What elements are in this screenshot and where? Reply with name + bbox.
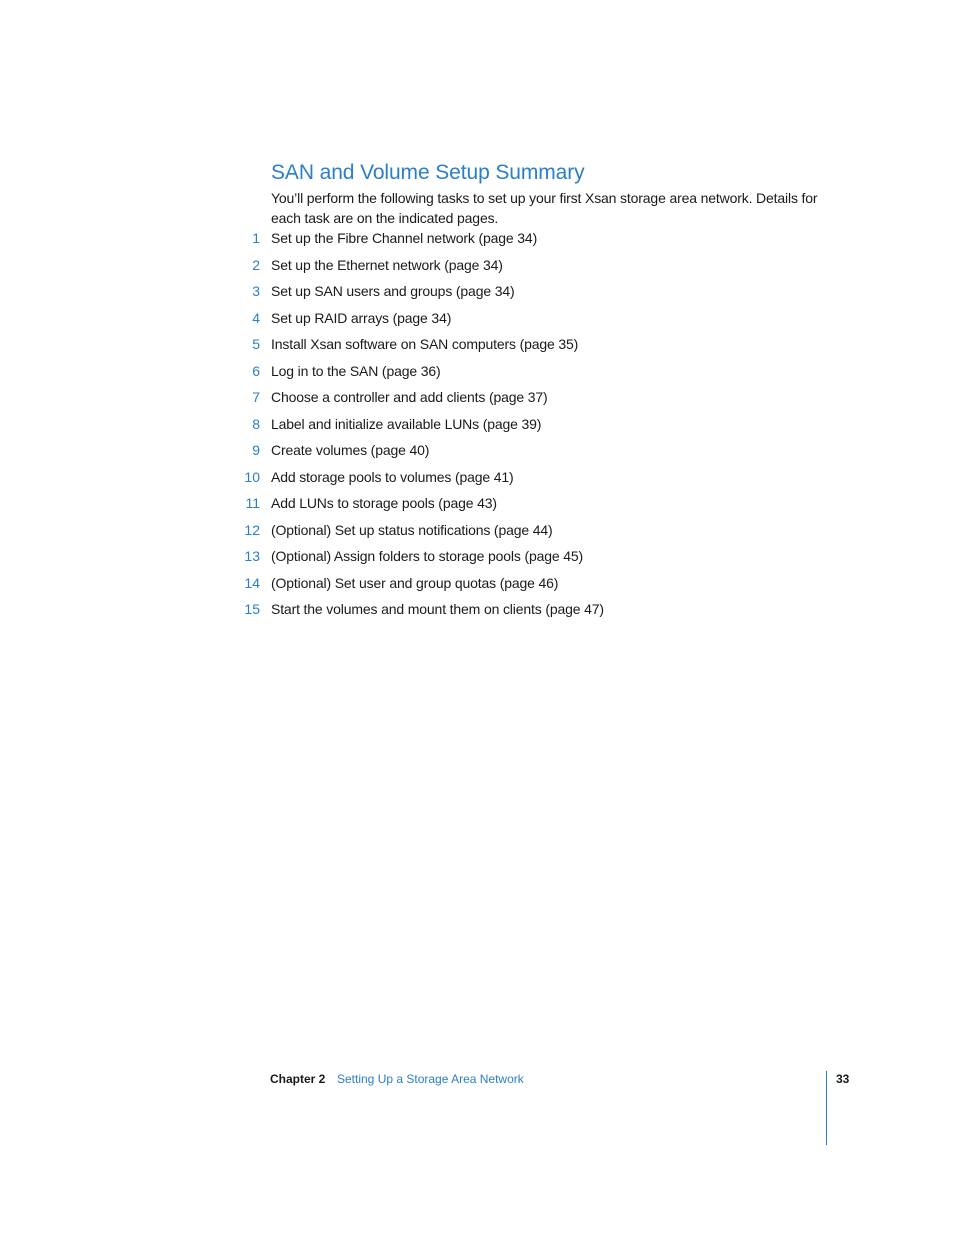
list-item bbox=[0, 599, 954, 626]
step-text: Set up SAN users and groups (page 34) bbox=[271, 283, 515, 299]
step-number: 15 bbox=[244, 601, 260, 617]
page-number: 33 bbox=[836, 1072, 850, 1086]
list-item bbox=[0, 440, 954, 467]
footer-chapter-label: Chapter 2 bbox=[270, 1072, 326, 1086]
step-number: 1 bbox=[252, 230, 260, 246]
section-title: SAN and Volume Setup Summary bbox=[271, 161, 585, 184]
step-number: 9 bbox=[252, 442, 260, 458]
list-item bbox=[0, 387, 954, 414]
step-text: Add LUNs to storage pools (page 43) bbox=[271, 495, 497, 511]
list-item bbox=[0, 255, 954, 282]
list-item bbox=[0, 546, 954, 573]
footer-divider bbox=[826, 1071, 827, 1145]
step-text: Install Xsan software on SAN computers (page 35) bbox=[271, 336, 579, 352]
step-text: (Optional) Assign folders to storage pools (page 45) bbox=[271, 548, 584, 564]
step-number: 12 bbox=[244, 521, 260, 538]
step-number: 6 bbox=[252, 362, 260, 379]
list-item bbox=[0, 414, 954, 441]
list-item bbox=[0, 308, 954, 335]
step-text: Log in to the SAN (page 36) bbox=[271, 362, 441, 379]
list-item bbox=[0, 493, 954, 520]
step-text: Start the volumes and mount them on clients (page 47) bbox=[271, 601, 604, 617]
step-number: 8 bbox=[252, 415, 260, 432]
list-item bbox=[0, 281, 954, 308]
step-text: Set up the Fibre Channel network (page 34) bbox=[271, 230, 538, 246]
step-number: 14 bbox=[244, 574, 260, 591]
intro-paragraph: You’ll perform the following tasks to set up your first Xsan storage area network. Details for each task are on the indicated pages. bbox=[271, 190, 818, 226]
list-item bbox=[0, 228, 954, 255]
list-item bbox=[0, 334, 954, 361]
step-number: 11 bbox=[245, 495, 260, 511]
step-number: 3 bbox=[252, 283, 260, 299]
step-text: (Optional) Set up status notifications (page 44) bbox=[271, 521, 553, 538]
step-text: Add storage pools to volumes (page 41) bbox=[271, 468, 514, 485]
step-text: Create volumes (page 40) bbox=[271, 442, 430, 458]
step-number: 5 bbox=[252, 336, 260, 352]
step-text: Set up RAID arrays (page 34) bbox=[271, 309, 452, 326]
footer-chapter-title: Setting Up a Storage Area Network bbox=[337, 1072, 524, 1086]
list-item bbox=[0, 467, 954, 494]
step-text: Label and initialize available LUNs (page 39) bbox=[271, 415, 542, 432]
step-number: 2 bbox=[252, 256, 260, 273]
step-number: 7 bbox=[252, 389, 260, 405]
step-text: Set up the Ethernet network (page 34) bbox=[271, 256, 503, 273]
step-text: (Optional) Set user and group quotas (page 46) bbox=[271, 574, 559, 591]
steps-list bbox=[0, 228, 954, 626]
list-item bbox=[0, 361, 954, 388]
step-number: 13 bbox=[244, 548, 260, 564]
step-number: 10 bbox=[244, 468, 260, 485]
step-number: 4 bbox=[252, 309, 260, 326]
step-text: Choose a controller and add clients (page 37) bbox=[271, 389, 548, 405]
list-item bbox=[0, 520, 954, 547]
list-item bbox=[0, 573, 954, 600]
